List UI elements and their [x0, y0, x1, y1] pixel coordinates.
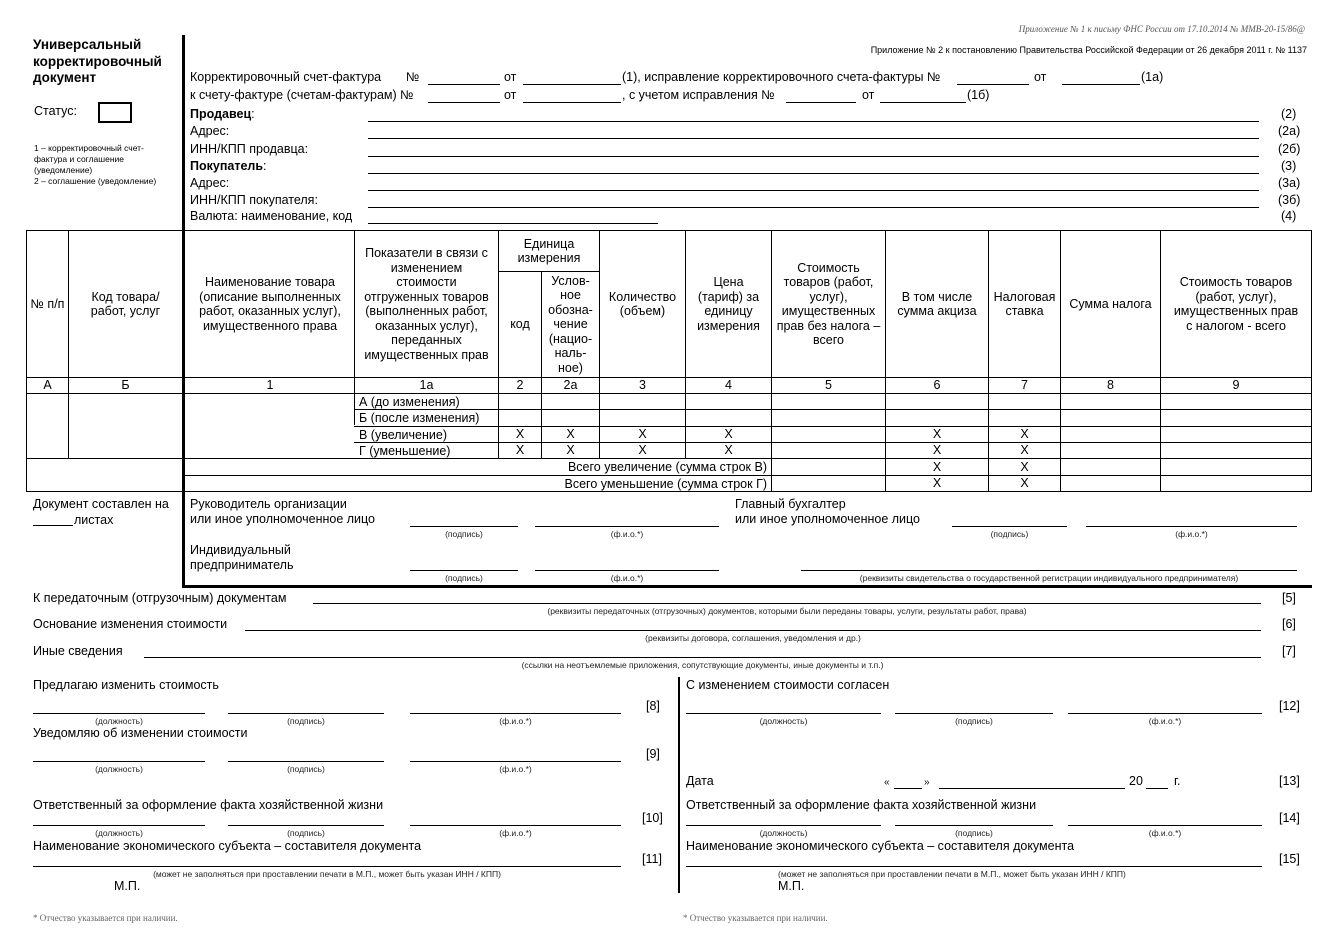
- code-2a: (2а): [1278, 124, 1301, 138]
- total-increase-label: Всего увеличение (сумма строк В): [567, 460, 767, 474]
- total-cell-6: X: [932, 476, 942, 491]
- code-1a-label: (1а): [1141, 70, 1164, 84]
- total-cell-9[interactable]: [1161, 476, 1311, 491]
- caption-fio: (ф.и.о.*): [499, 764, 532, 774]
- ip-label-1: Индивидуальный: [190, 543, 291, 557]
- code-1-label: (1), исправление корректировочного счета-фактуры №: [622, 70, 941, 84]
- right-entity-label: Наименование экономического субъекта – составителя документа: [686, 839, 1075, 853]
- cell-6: X: [932, 427, 942, 442]
- caption-signature: (подпись): [445, 529, 483, 539]
- correction-number-field[interactable]: [957, 71, 1029, 85]
- seller-field[interactable]: [368, 108, 1259, 122]
- ref-other-label: Иные сведения: [33, 644, 123, 658]
- document-title: [33, 37, 162, 87]
- total-cell-8[interactable]: [1061, 459, 1160, 475]
- ref-other-caption: (ссылки на неотъемлемые приложения, сопутствующие документы, иные документы и т.п.): [521, 660, 884, 670]
- buyer-field[interactable]: [368, 160, 1259, 174]
- colnum-b: Б: [121, 378, 130, 393]
- cell-3[interactable]: [600, 394, 685, 409]
- colnum-1a: 1а: [419, 378, 434, 393]
- header-cost-no-tax: Стоимость товаров (работ, услуг), имущественных прав без налога – всего: [776, 260, 881, 347]
- code-3: (3): [1281, 159, 1297, 173]
- buyer-label: Покупатель: [190, 159, 264, 173]
- caption-position: (должность): [95, 764, 143, 774]
- correction-date-field[interactable]: [1062, 71, 1140, 85]
- cell-5[interactable]: [772, 410, 885, 426]
- notify-fio-field[interactable]: [410, 748, 621, 762]
- cell-7: X: [1020, 443, 1029, 458]
- header-name: Наименование товара (описание выполненных работ, оказанных услуг), имущественного права: [199, 275, 341, 333]
- main-vertical-divider: [182, 35, 185, 588]
- currency-field[interactable]: [368, 210, 658, 224]
- caption-position: (должность): [95, 716, 143, 726]
- right-responsible-label: Ответственный за оформление факта хозяйственной жизни: [686, 798, 1037, 812]
- right-entity-field[interactable]: [686, 853, 1262, 867]
- header-num: № п/п: [30, 296, 65, 311]
- code-9: [9]: [646, 747, 660, 761]
- correction-label: , с учетом исправления №: [622, 88, 775, 102]
- status-input-box[interactable]: [98, 102, 132, 123]
- from-label: от: [1034, 70, 1047, 84]
- caption-signature: (подпись): [955, 716, 993, 726]
- cell-6: X: [932, 443, 942, 458]
- code-2b: (2б): [1278, 142, 1301, 156]
- ref-transfer-docs-field[interactable]: [313, 590, 1261, 604]
- decree-appendix-note: Приложение № 2 к постановлению Правительства Российской Федерации от 26 декабря 2011 г. № 1137: [870, 45, 1307, 55]
- left-footnote: * Отчество указывается при наличии.: [33, 913, 178, 923]
- seller-address-field[interactable]: [368, 125, 1259, 139]
- ref-basis-field[interactable]: [245, 617, 1261, 631]
- cell-8[interactable]: [1061, 410, 1160, 426]
- colon: :: [251, 107, 255, 121]
- date-year-prefix: 20: [1129, 774, 1143, 788]
- header-cost-with-tax: Стоимость товаров (работ, услуг), имущественных прав с налогом - всего: [1173, 275, 1299, 333]
- header-tax-rate: Налоговая ставка: [993, 289, 1056, 318]
- cell-3: X: [638, 443, 647, 458]
- total-cell-6: X: [932, 459, 942, 474]
- row-label: В (увеличение): [359, 428, 448, 442]
- table-right-border: [1311, 230, 1312, 492]
- base-correction-date-field[interactable]: [880, 89, 966, 103]
- cell-4: X: [724, 443, 733, 458]
- code-4: (4): [1281, 209, 1297, 223]
- from-label: от: [504, 70, 517, 84]
- left-entity-label: Наименование экономического субъекта – составителя документа: [33, 839, 422, 853]
- ref-basis-label: Основание изменения стоимости: [33, 617, 228, 631]
- cell-2a[interactable]: [542, 394, 599, 409]
- buyer-address-label: Адрес:: [190, 176, 230, 190]
- caption-position: (должность): [759, 716, 808, 726]
- ip-label-2: предприниматель: [190, 558, 294, 572]
- code-13: [13]: [1279, 774, 1300, 788]
- total-cell-7: X: [1020, 459, 1029, 474]
- ref-transfer-docs-caption: (реквизиты передаточных (отгрузочных) документов, которыми были переданы товары, услуги, результаты работ, права): [547, 606, 1027, 616]
- caption-position: (должность): [95, 828, 143, 838]
- left-responsible-fio-field[interactable]: [410, 812, 621, 826]
- cell-2a[interactable]: [542, 410, 599, 426]
- notify-position-field[interactable]: [33, 748, 205, 762]
- date-day-field[interactable]: [894, 775, 922, 789]
- total-cell-9[interactable]: [1161, 459, 1311, 475]
- code-10: [10]: [642, 811, 663, 825]
- status-label: Статус:: [34, 104, 77, 118]
- buyer-inn-label: ИНН/КПП покупателя:: [190, 193, 318, 207]
- cell-6[interactable]: [886, 394, 988, 409]
- right-entity-caption: (может не заполняться при проставлении печати в М.П., может быть указан ИНН / КПП): [778, 869, 1126, 879]
- date-month-field[interactable]: [939, 775, 1125, 789]
- colnum-2: 2: [516, 378, 524, 393]
- date-close-quote: »: [924, 777, 930, 788]
- base-correction-number-field[interactable]: [786, 89, 856, 103]
- base-invoice-label: к счету-фактуре (счетам-фактурам) №: [190, 88, 414, 102]
- colnum-a: А: [43, 378, 52, 393]
- caption-signature: (подпись): [445, 573, 483, 583]
- from-label: от: [504, 88, 517, 102]
- code-12: [12]: [1279, 699, 1300, 713]
- letter-appendix-note: Приложение № 1 к письму ФНС России от 17.10.2014 № ММВ-20-15/86@: [1018, 24, 1305, 34]
- bottom-vertical-divider: [678, 677, 680, 893]
- cell-8[interactable]: [1061, 443, 1160, 458]
- caption-fio: (ф.и.о.*): [499, 828, 532, 838]
- total-cell-5[interactable]: [772, 476, 885, 491]
- code-1b-label: (1б): [967, 88, 990, 102]
- party-label-buyer: [190, 159, 267, 174]
- cell-2a: X: [566, 443, 575, 458]
- head-signature-field[interactable]: [410, 513, 518, 527]
- colnum-3: 3: [639, 378, 646, 393]
- propose-position-field[interactable]: [33, 700, 205, 714]
- cell-3: X: [638, 427, 647, 442]
- party-label-seller: [190, 107, 255, 122]
- cell-7[interactable]: [989, 410, 1060, 426]
- from-label: от: [862, 88, 875, 102]
- right-stamp-label: М.П.: [778, 879, 805, 893]
- left-entity-caption: (может не заполняться при проставлении печати в М.П., может быть указан ИНН / КПП): [153, 869, 501, 879]
- header-unit-code: код: [510, 317, 530, 332]
- left-responsible-label: Ответственный за оформление факта хозяйственной жизни: [33, 798, 384, 812]
- cell-9[interactable]: [1161, 410, 1311, 426]
- total-cell-5[interactable]: [772, 459, 885, 475]
- ref-transfer-docs-label: К передаточным (отгрузочным) документам: [33, 591, 287, 605]
- caption-fio: (ф.и.о.*): [610, 529, 644, 539]
- right-responsible-fio-field[interactable]: [1068, 812, 1262, 826]
- status-legend-line: 1 – корректировочный счет-: [34, 143, 144, 153]
- pages-suffix: листах: [74, 513, 114, 527]
- header-price: Цена (тариф) за единицу измерения: [697, 275, 760, 333]
- cell-8[interactable]: [1061, 394, 1160, 409]
- cell-8[interactable]: [1061, 427, 1160, 442]
- code-15: [15]: [1279, 852, 1300, 866]
- ref-other-field[interactable]: [144, 644, 1261, 658]
- header-code: Код товара/ работ, услуг: [90, 289, 161, 318]
- propose-change-label: Предлагаю изменить стоимость: [33, 678, 219, 692]
- colnum-9: 9: [1232, 378, 1240, 393]
- right-responsible-signature-field[interactable]: [895, 812, 1053, 826]
- agree-position-field[interactable]: [686, 700, 881, 714]
- cell-9[interactable]: [1161, 443, 1311, 458]
- left-entity-field[interactable]: [33, 853, 621, 867]
- head-label-1: Руководитель организации: [190, 497, 347, 511]
- propose-signature-field[interactable]: [228, 700, 384, 714]
- cell-7[interactable]: [989, 394, 1060, 409]
- main-block-bottom-border: [182, 585, 1312, 588]
- header-excise: В том числе сумма акциза: [897, 289, 977, 318]
- caption-signature: (подпись): [287, 828, 325, 838]
- date-year-suffix: г.: [1174, 774, 1181, 788]
- seller-inn-label: ИНН/КПП продавца:: [190, 142, 309, 156]
- agree-change-label: С изменением стоимости согласен: [686, 678, 890, 692]
- colnum-2a: 2а: [563, 378, 578, 393]
- row-label: А (до изменения): [359, 395, 460, 409]
- base-invoice-date-field[interactable]: [523, 89, 621, 103]
- code-3b: (3б): [1278, 193, 1301, 207]
- head-label-2: или иное уполномоченное лицо: [190, 512, 376, 526]
- colnum-5: 5: [825, 378, 832, 393]
- title-line: корректировочный: [33, 53, 162, 69]
- cell-2[interactable]: [499, 410, 541, 426]
- caption-ip-registration: (реквизиты свидетельства о государственной регистрации индивидуального предпринимателя): [859, 573, 1239, 583]
- status-legend: [34, 143, 156, 187]
- status-legend-line: 2 – соглашение (уведомление): [34, 176, 157, 186]
- caption-fio: (ф.и.о.*): [610, 573, 644, 583]
- pages-label: Документ составлен на: [33, 497, 169, 511]
- colon: :: [263, 159, 267, 173]
- code-14: [14]: [1279, 811, 1300, 825]
- colnum-1: 1: [266, 378, 274, 393]
- header-unit: Единица измерения: [517, 236, 581, 265]
- row-label: Г (уменьшение): [359, 444, 451, 458]
- title-line: документ: [33, 70, 97, 85]
- left-responsible-position-field[interactable]: [33, 812, 205, 826]
- cell-9[interactable]: [1161, 427, 1311, 442]
- accountant-fio-field[interactable]: [1086, 513, 1297, 527]
- cell-3[interactable]: [600, 410, 685, 426]
- corr-invoice-date-field[interactable]: [523, 71, 621, 85]
- notify-change-label: Уведомляю об изменении стоимости: [33, 726, 248, 740]
- cell-7: X: [1020, 427, 1029, 442]
- cell-9[interactable]: [1161, 394, 1311, 409]
- code-11: [11]: [642, 852, 662, 866]
- caption-signature: (подпись): [955, 828, 993, 838]
- seller-label: Продавец: [190, 107, 252, 121]
- cell-2: X: [515, 443, 525, 458]
- seller-address-label: Адрес:: [190, 124, 230, 138]
- seller-inn-field[interactable]: [368, 143, 1259, 157]
- ip-registration-field[interactable]: [801, 557, 1297, 571]
- right-responsible-position-field[interactable]: [686, 812, 881, 826]
- date-year-field[interactable]: [1146, 775, 1168, 789]
- code-6: [6]: [1282, 617, 1296, 631]
- header-unit-name: Услов-ное обозна-чение (нацио-наль-ное): [548, 273, 593, 375]
- currency-label: Валюта: наименование, код: [190, 209, 353, 223]
- cell-2: X: [515, 427, 525, 442]
- agree-signature-field[interactable]: [895, 700, 1053, 714]
- propose-fio-field[interactable]: [410, 700, 621, 714]
- date-label: Дата: [686, 774, 714, 788]
- caption-position: (должность): [759, 828, 808, 838]
- corr-invoice-number-field[interactable]: [428, 71, 500, 85]
- cell-4: X: [724, 427, 733, 442]
- ref-basis-caption: (реквизиты договора, соглашения, уведомления и др.): [645, 633, 861, 643]
- title-line: Универсальный: [33, 37, 142, 52]
- row-label: Б (после изменения): [359, 411, 480, 425]
- caption-fio: (ф.и.о.*): [499, 716, 532, 726]
- total-decrease-label: Всего уменьшение (сумма строк Г): [564, 477, 767, 491]
- colnum-6: 6: [933, 378, 941, 393]
- caption-signature: (подпись): [287, 716, 325, 726]
- num-sign: №: [406, 70, 420, 84]
- cell-4[interactable]: [686, 410, 771, 426]
- left-stamp-label: М.П.: [114, 879, 141, 893]
- buyer-address-field[interactable]: [368, 177, 1259, 191]
- caption-fio: (ф.и.о.*): [1148, 828, 1182, 838]
- ip-signature-field[interactable]: [410, 557, 518, 571]
- total-cell-7: X: [1020, 476, 1029, 491]
- base-invoice-number-field[interactable]: [428, 89, 500, 103]
- cell-4[interactable]: [686, 394, 771, 409]
- left-responsible-signature-field[interactable]: [228, 812, 384, 826]
- status-legend-line: (уведомление): [34, 165, 93, 175]
- cell-6[interactable]: [886, 410, 988, 426]
- cell-5[interactable]: [772, 443, 885, 458]
- cell-5[interactable]: [772, 427, 885, 442]
- cell-5[interactable]: [772, 394, 885, 409]
- accountant-label-2: или иное уполномоченное лицо: [735, 512, 921, 526]
- ip-fio-field[interactable]: [535, 557, 719, 571]
- buyer-inn-field[interactable]: [368, 194, 1259, 208]
- caption-signature: (подпись): [990, 529, 1029, 539]
- caption-fio: (ф.и.о.*): [1148, 716, 1182, 726]
- header-qty: Количество (объем): [608, 289, 677, 318]
- accountant-signature-field[interactable]: [952, 513, 1067, 527]
- head-fio-field[interactable]: [535, 513, 719, 527]
- cell-2a: X: [566, 427, 575, 442]
- code-5: [5]: [1282, 591, 1296, 605]
- caption-signature: (подпись): [287, 764, 325, 774]
- header-indicators: Показатели в связи с изменением стоимости отгруженных товаров (выполненных работ, оказанных услуг), переданных имущественных прав: [364, 246, 489, 362]
- code-7: [7]: [1282, 644, 1296, 658]
- colnum-8: 8: [1107, 378, 1114, 393]
- right-footnote: * Отчество указывается при наличии.: [683, 913, 828, 923]
- status-legend-line: фактура и соглашение: [34, 154, 124, 164]
- date-open-quote: «: [884, 777, 890, 788]
- colnum-7: 7: [1021, 378, 1028, 393]
- header-tax-sum: Сумма налога: [1069, 296, 1152, 311]
- corr-invoice-label: Корректировочный счет-фактура: [190, 70, 382, 84]
- accountant-label-1: Главный бухгалтер: [735, 497, 846, 511]
- code-3a: (3а): [1278, 176, 1301, 190]
- caption-fio: (ф.и.о.*): [1175, 529, 1208, 539]
- agree-fio-field[interactable]: [1068, 700, 1262, 714]
- pages-count-field[interactable]: [33, 512, 73, 526]
- total-cell-8[interactable]: [1061, 476, 1160, 491]
- notify-signature-field[interactable]: [228, 748, 384, 762]
- colnum-4: 4: [725, 378, 732, 393]
- code-8: [8]: [646, 699, 660, 713]
- cell-2[interactable]: [499, 394, 541, 409]
- code-2: (2): [1281, 107, 1297, 121]
